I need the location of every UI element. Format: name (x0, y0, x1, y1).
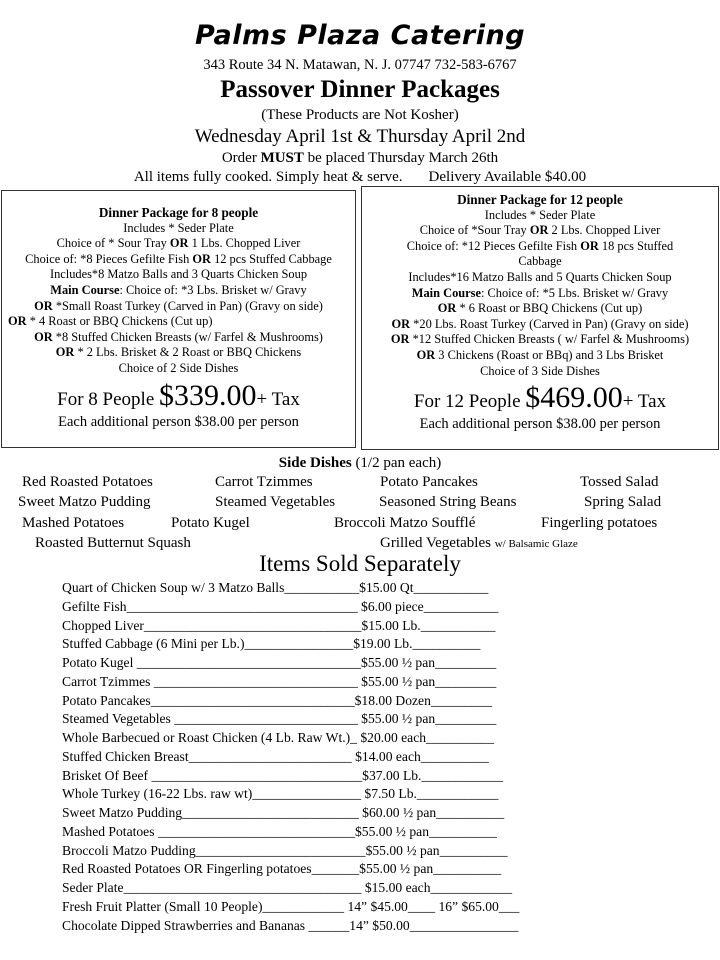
package-12-additional: Each additional person $38.00 per person (419, 416, 661, 433)
package-12-line-8: OR 3 Chickens (Roast or BBq) and 3 Lbs Brisket (416, 347, 664, 362)
package-12-line-9: Choice of 3 Side Dishes (480, 363, 600, 378)
list-item: Steamed Vegetables ___________________________ $55.00 ½ pan_________ (62, 711, 497, 727)
package-8-line-4: Main Course: Choice of: *3 Lbs. Brisket w/ Gravy (50, 282, 307, 297)
package-8-title: Dinner Package for 8 people (98, 205, 259, 220)
package-12-line-5: OR * 6 Roast or BBQ Chickens (Cut up) (437, 301, 643, 316)
list-item: Potato Kugel _________________________________$55.00 ½ pan_________ (62, 655, 497, 670)
order-deadline (0, 150, 720, 167)
package-8-line-3: Includes*8 Matzo Balls and 3 Quarts Chicken Soup (49, 267, 308, 282)
side-dish: Potato Pancakes (380, 474, 478, 490)
package-8-line-5: OR *Small Roast Turkey (Carved in Pan) (Gravy on side) (34, 298, 323, 313)
side-dish: Tossed Salad (580, 474, 659, 490)
package-12-line-2: Choice of: *12 Pieces Gefilte Fish OR 18 pcs Stuffed (406, 238, 674, 253)
list-item: Chocolate Dipped Strawberries and Bananas ______14” $50.00________________ (62, 917, 519, 933)
cooked-line (0, 169, 720, 186)
package-8-price-line: For 8 People $339.00+ Tax (57, 378, 300, 412)
package-8-line-2: Choice of: *8 Pieces Gefilte Fish OR 12 pcs Stuffed Cabbage (25, 251, 332, 266)
package-12-line-7: OR *12 Stuffed Chicken Breasts ( w/ Farfel & Mushrooms) (390, 332, 690, 347)
side-dish: Roasted Butternut Squash (35, 535, 191, 551)
list-item: Broccoli Matzo Pudding_________________________$55.00 ½ pan__________ (62, 842, 508, 858)
package-8-line-8: OR * 2 Lbs. Brisket & 2 Roast or BBQ Chickens (55, 345, 302, 360)
delivery-text: Delivery Available $40.00 (428, 169, 587, 185)
list-item: Seder Plate___________________________________ $15.00 each____________ (62, 880, 513, 895)
side-dish: Steamed Vegetables (215, 494, 336, 510)
side-dish: Carrot Tzimmes (215, 474, 313, 490)
package-12-line-4: Main Course: Choice of: *5 Lbs. Brisket w/ Gravy (411, 285, 669, 300)
list-item: Whole Barbecued or Roast Chicken (4 Lb. Raw Wt.)_ $20.00 each__________ (62, 730, 494, 745)
package-12-price: $469.00 (525, 381, 623, 415)
package-8-line-6: OR * 4 Roast or BBQ Chickens (Cut up) (8, 314, 213, 329)
order-suffix: be placed Thursday March 26th (303, 150, 499, 166)
side-dish: Potato Kugel (171, 515, 250, 531)
list-item: Whole Turkey (16-22 Lbs. raw wt)________________ $7.50 Lb.____________ (62, 786, 499, 802)
side-dish: Mashed Potatoes (22, 515, 125, 531)
list-item: Quart of Chicken Soup w/ 3 Matzo Balls___________$15.00 Qt___________ (62, 580, 489, 595)
list-item: Stuffed Cabbage (6 Mini per Lb.)________________$19.00 Lb.__________ (62, 636, 481, 652)
package-12-line-2b: Cabbage (518, 254, 562, 269)
list-item: Gefilte Fish__________________________________ $6.00 piece___________ (62, 598, 499, 614)
list-item: Chopped Liver________________________________$15.00 Lb.___________ (62, 617, 496, 633)
side-dish: Spring Salad (584, 494, 662, 510)
list-item: Mashed Potatoes _____________________________$55.00 ½ pan__________ (62, 823, 497, 839)
side-dish: Grilled Vegetables w/ Balsamic Glaze (380, 535, 578, 551)
items-sold-list (62, 579, 519, 935)
package-12-seder: Includes * Seder Plate (484, 207, 596, 222)
package-8-additional: Each additional person $38.00 per person (58, 413, 299, 430)
package-8-seder: Includes * Seder Plate (123, 220, 234, 235)
kosher-note: (These Products are Not Kosher) (261, 107, 459, 123)
package-12-line-1: Choice of *Sour Tray OR 2 Lbs. Chopped Liver (419, 223, 661, 238)
side-dish: Fingerling potatoes (541, 515, 658, 531)
side-dish: Red Roasted Potatoes (22, 474, 153, 490)
items-sold-title: Items Sold Separately (259, 551, 461, 576)
dates-line: Wednesday April 1st & Thursday April 2nd (194, 126, 526, 147)
list-item: Potato Pancakes______________________________$18.00 Dozen_________ (62, 692, 493, 708)
cooked-text: All items fully cooked. Simply heat & serve. (133, 169, 403, 185)
package-8-line-7: OR *8 Stuffed Chicken Breasts (w/ Farfel & Mushrooms) (34, 329, 323, 344)
package-12-price-line: For 12 People $469.00+ Tax (413, 381, 667, 415)
package-12-title: Dinner Package for 12 people (457, 192, 623, 207)
business-name: Palms Plaza Catering (194, 20, 526, 51)
order-must: MUST (260, 150, 304, 166)
list-item: Sweet Matzo Pudding__________________________ $60.00 ½ pan__________ (62, 805, 505, 820)
package-8-line-1: Choice of * Sour Tray OR 1 Lbs. Chopped Liver (56, 236, 301, 251)
package-8-box (1, 190, 356, 448)
package-12-box (361, 186, 719, 450)
list-item: Fresh Fruit Platter (Small 10 People)____________ 14” $45.00____ 16” $65.00___ (62, 898, 520, 914)
list-item: Carrot Tzimmes ______________________________ $55.00 ½ pan_________ (62, 673, 497, 689)
side-dishes-title: Side Dishes (1/2 pan each) (278, 455, 442, 471)
package-8-price: $339.00 (159, 378, 257, 412)
side-dish: Seasoned String Beans (379, 494, 517, 510)
package-8-line-9: Choice of 2 Side Dishes (118, 360, 239, 375)
list-item: Red Roasted Potatoes OR Fingerling potatoes_______$55.00 ½ pan__________ (62, 861, 502, 877)
package-12-line-3: Includes*16 Matzo Balls and 5 Quarts Chicken Soup (408, 269, 672, 284)
order-prefix: Order (221, 150, 261, 166)
list-item: Stuffed Chicken Breast________________________ $14.00 each__________ (62, 748, 489, 764)
side-dish: Broccoli Matzo Soufflé (334, 515, 476, 531)
page-title: Passover Dinner Packages (220, 76, 500, 103)
list-item: Brisket Of Beef _______________________________$37.00 Lb.____________ (62, 767, 504, 783)
package-12-line-6: OR *20 Lbs. Roast Turkey (Carved in Pan) (Gravy on side) (391, 316, 689, 331)
business-address: 343 Route 34 N. Matawan, N. J. 07747 732-583-6767 (203, 57, 517, 73)
glaze-note: w/ Balsamic Glaze (494, 538, 578, 550)
side-dish: Sweet Matzo Pudding (18, 494, 151, 510)
